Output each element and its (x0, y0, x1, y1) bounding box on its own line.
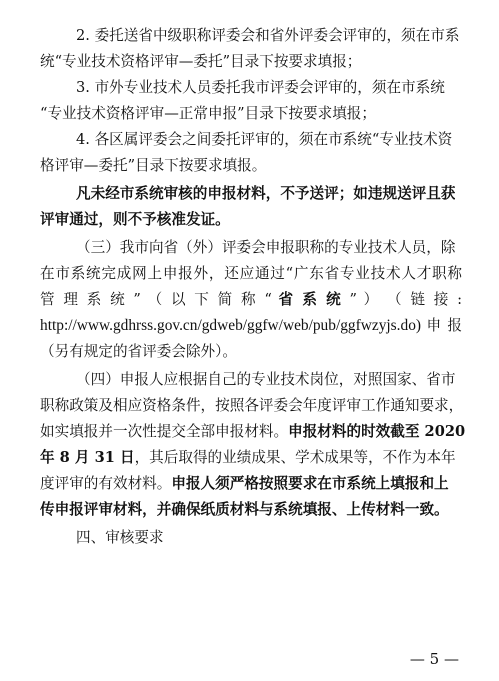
text-segment: 3. 市外专业技术人员委托我市评委会评审的，须在市系统 (76, 79, 445, 96)
text-segment: 如实填报并一次性提交全部申报材料。 (40, 423, 289, 440)
text-line-5 (76, 130, 452, 150)
text-line-3 (76, 78, 445, 98)
text-line-12 (40, 316, 462, 336)
text-line-11 (40, 290, 462, 310)
text-line-8 (40, 210, 230, 230)
text-segment: 格评审—委托”目录下按要求填报。 (40, 157, 267, 174)
text-segment: 申 报 (421, 317, 462, 334)
text-line-2 (40, 52, 361, 72)
text-segment: 2. 委托送省中级职称评委会和省外评委会评审的，须在市系 (76, 27, 460, 44)
text-segment: “专业技术资格评审—正常申报”目录下按要求填报； (40, 105, 376, 122)
text-line-10 (40, 264, 462, 284)
text-line-19 (40, 500, 449, 520)
text-segment: 在市系统完成网上申报外，还应通过“广东省专业技术人才职称 (40, 265, 462, 282)
page-number: — 5 — (409, 650, 459, 668)
text-line-6 (40, 156, 266, 176)
text-segment: 职称政策及相应资格条件，按照各评委会年度评审工作通知要求， (40, 397, 464, 414)
text-line-13 (40, 342, 237, 362)
text-line-7 (76, 184, 455, 204)
text-line-20 (76, 528, 164, 548)
text-segment: （另有规定的省评委会除外）。 (40, 343, 238, 360)
bold-text: 申报人须严格按照要求在市系统上填报和上 (171, 475, 449, 492)
text-segment: ，其后取得的业绩成果、学术成果等，不作为本年 (134, 449, 456, 466)
text-segment: （四）申报人应根据自己的专业技术岗位，对照国家、省市 (76, 371, 456, 388)
text-segment: （三）我市向省（外）评委会申报职称的专业技术人员，除 (76, 239, 456, 256)
bold-text: 评审通过，则不予核准发证。 (40, 211, 230, 228)
text-line-16 (40, 422, 465, 442)
text-segment: 统“专业技术资格评审—委托”目录下按要求填报； (40, 53, 362, 70)
text-line-14 (76, 370, 455, 390)
link-text: http://www.gdhrss.gov.cn/gdweb/ggfw/web/pub/ggfwzyjs.do) (40, 317, 422, 334)
text-line-18 (40, 474, 449, 494)
text-line-15 (40, 396, 463, 416)
text-segment: 四、审核要求 (76, 529, 164, 546)
text-line-17 (40, 448, 456, 468)
text-segment: 4. 各区属评委会之间委托评审的，须在市系统“专业技术资 (76, 131, 453, 148)
text-segment: ” ） （ 链 接 : (342, 291, 462, 308)
bold-text: 凡未经市系统审核的申报材料，不予送评；如违规送评且获 (76, 185, 456, 202)
bold-text: 年 8 月 31 日 (40, 449, 135, 466)
text-segment: 度评审的有效材料。 (40, 475, 172, 492)
text-segment: 管 理 系 统 ” （ 以 下 简 称 “ (40, 291, 279, 308)
text-line-1 (76, 26, 459, 46)
bold-text: 申报材料的时效截至 2020 (288, 423, 466, 440)
bold-text: 省 系 统 (278, 291, 343, 308)
text-line-4 (40, 104, 376, 124)
text-line-9 (76, 238, 455, 258)
bold-text: 传申报评审材料，并确保纸质材料与系统填报、上传材料一致。 (40, 501, 449, 518)
